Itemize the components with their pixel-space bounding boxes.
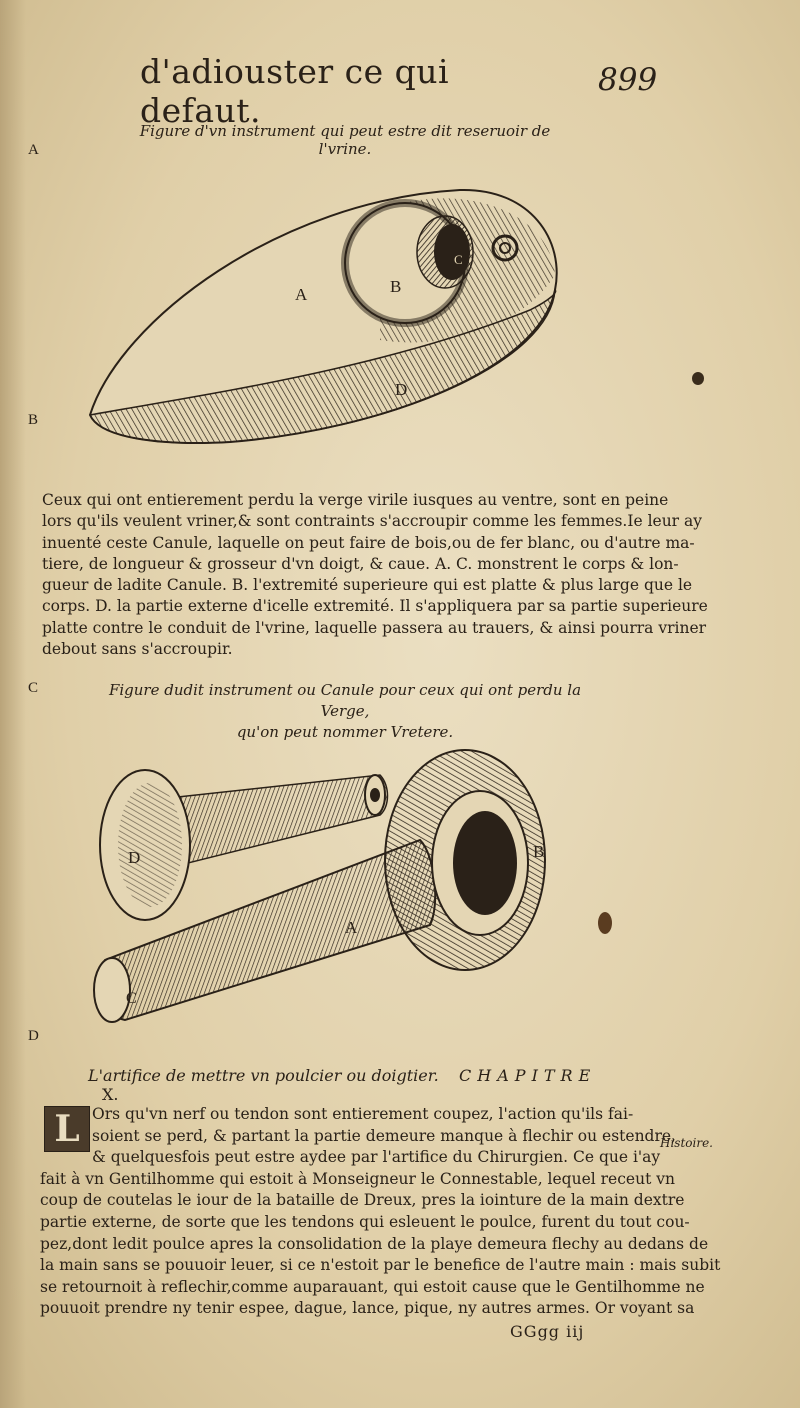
text-line: soient se perd, & partant la partie demeure manque à flechir ou estendre, [92, 1126, 676, 1145]
text-line: coup de coutelas le iour de la bataille de Dreux, pres la iointure de la main dextre [40, 1191, 685, 1210]
chapter-heading [88, 1066, 608, 1104]
signature-mark: GGgg iij [510, 1322, 585, 1341]
text-line: gueur de ladite Canule. B. l'extremité superieure qui est platte & plus large que le [42, 576, 693, 595]
figure2-caption [90, 680, 600, 743]
text-line: fait à vn Gentilhomme qui estoit à Monseigneur le Connestable, lequel receut vn [40, 1169, 675, 1188]
figure2-label-b: B [533, 842, 545, 861]
ink-blot [692, 372, 704, 385]
margin-letter-a: A [28, 142, 39, 158]
text-line: debout sans s'accroupir. [42, 640, 233, 659]
page-number: 899 [598, 62, 658, 98]
chapter-title: L'artifice de mettre vn poulcier ou doigtier. [88, 1066, 439, 1085]
text-line: la main sans se pouuoir leuer, si ce n'estoit par le benefice de l'autre main : mais subit [40, 1256, 721, 1275]
text-line: inuenté ceste Canule, laquelle on peut faire de bois,ou de fer blanc, ou d'autre ma- [42, 533, 695, 552]
margin-letter-d: D [28, 1028, 39, 1044]
figure2-caption-line1: Figure dudit instrument ou Canule pour ceux qui ont perdu la Verge, [108, 681, 582, 720]
text-line: partie externe, de sorte que les tendons qui esleuent le poulce, furent du tout cou- [40, 1212, 690, 1231]
text-line: Ors qu'vn nerf ou tendon sont entierement coupez, l'action qu'ils fai- [92, 1105, 634, 1123]
figure1-caption: Figure d'vn instrument qui peut estre dit reseruoir de l'vrine. [139, 122, 551, 158]
text-line: platte contre le conduit de l'vrine, laquelle passera au trauers, & ainsi pourra vriner [42, 618, 707, 637]
text-line: pouuoit prendre ny tenir espee, dague, lance, pique, ny autres armes. Or voyant sa [40, 1299, 695, 1318]
figure2-label-d: D [128, 848, 141, 867]
figure1-label-d: D [395, 380, 408, 399]
figure2-label-a: A [345, 918, 358, 937]
text-line: se retournoit à reflechir,comme auparauant, qui estoit cause que le Gentilhomme ne [40, 1277, 705, 1296]
running-head: d'adiouster ce qui defaut. [140, 52, 450, 130]
figure2-label-c: C [126, 990, 137, 1007]
paragraph-canule-description [42, 490, 708, 660]
drop-cap-letter: L [54, 1108, 80, 1150]
figure2-caption-line2: qu'on peut nommer Vretere. [236, 723, 454, 741]
text-line: tiere, de longueur & grosseur d'vn doigt, & caue. A. C. monstrent le corps & lon- [42, 554, 679, 573]
text-line: Ceux qui ont entierement perdu la verge virile iusques au ventre, sont en peine [42, 491, 669, 509]
chapter-number: X. [102, 1085, 119, 1104]
stain [598, 912, 612, 934]
figure1-illustration [80, 180, 580, 460]
text-line: lors qu'ils veulent vriner,& sont contraints s'accroupir comme les femmes.Ie leur ay [42, 512, 703, 531]
margin-letter-b: B [28, 412, 39, 428]
text-line: pez,dont ledit poulce apres la consolidation de la playe demeura flechy au dedans de [40, 1234, 709, 1253]
text-line: & quelquesfois peut estre aydee par l'artifice du Chirurgien. Ce que i'ay [92, 1148, 661, 1167]
text-line: corps. D. la partie externe d'icelle extremité. Il s'appliquera par sa partie superieure [42, 597, 708, 616]
figure1-label-b: B [390, 277, 402, 296]
chapter-label: CHAPITRE [459, 1066, 597, 1085]
figure1-label-c: C [454, 252, 463, 267]
figure2-illustration [90, 745, 570, 1035]
margin-letter-c: C [28, 680, 39, 696]
side-note: Histoire. [660, 1136, 713, 1150]
page-gutter [0, 0, 26, 1408]
figure1-label-a: A [295, 285, 308, 304]
